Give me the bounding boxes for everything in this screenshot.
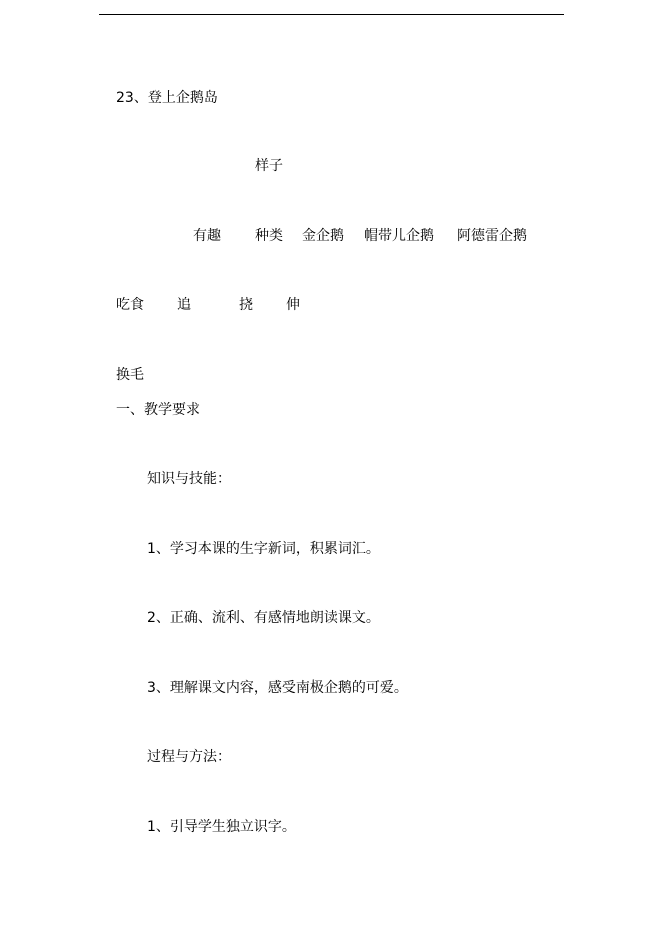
word-shen: 伸 (286, 297, 300, 313)
section-heading: 一、教学要求 (116, 402, 200, 418)
knowledge-heading: 知识与技能： (147, 471, 231, 487)
word-nao: 挠 (239, 297, 253, 313)
header-rule (99, 14, 564, 15)
knowledge-item-1: 1、学习本课的生字新词，积累词汇。 (147, 541, 380, 557)
process-item-1: 1、引导学生独立识字。 (147, 819, 296, 835)
word-maodai: 帽带儿企鹅 (364, 228, 434, 244)
word-jinqie: 金企鹅 (302, 228, 344, 244)
knowledge-item-3: 3、理解课文内容，感受南极企鹅的可爱。 (147, 680, 408, 696)
word-huanmao: 换毛 (116, 367, 144, 383)
word-adelei: 阿德雷企鹅 (457, 228, 527, 244)
process-heading: 过程与方法： (147, 749, 231, 765)
lesson-title: 23、登上企鹅岛 (116, 90, 218, 106)
word-yangzi: 样子 (255, 158, 283, 174)
word-chishi: 吃食 (116, 297, 144, 313)
knowledge-item-2: 2、正确、流利、有感情地朗读课文。 (147, 610, 380, 626)
word-zhui: 追 (177, 297, 191, 313)
word-youqu: 有趣 (193, 228, 221, 244)
word-zhonglei: 种类 (255, 228, 283, 244)
